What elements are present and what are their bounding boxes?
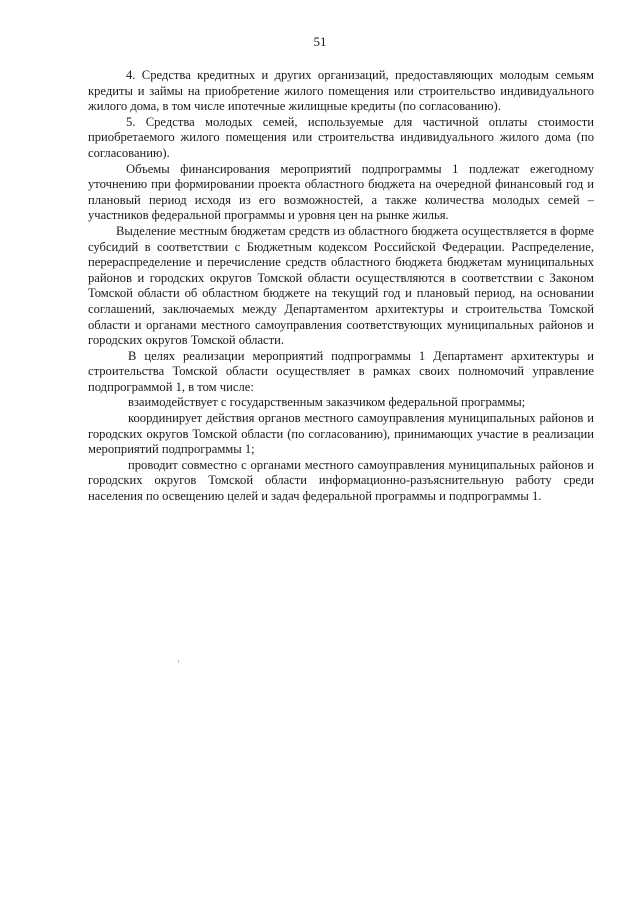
paragraph-credit-funds: 4. Средства кредитных и других организаций, предоставляющих молодым семьям кредиты и займы на приобретение жилого помещения или строительство индивидуального жилого дома, в том числе ипотечные жилищные кредиты (по согласованию). [88, 68, 594, 114]
page-number: 51 [313, 34, 327, 49]
paragraph-coordination: координирует действия органов местного самоуправления муниципальных районов и городских округов Томской области (по согласованию), принимающих участие в реализации мероприятий подпрограммы 1; [88, 411, 594, 457]
paragraph-interaction: взаимодействует с государственным заказчиком федеральной программы; [128, 395, 526, 410]
paragraph-family-funds: 5. Средства молодых семей, используемые для частичной оплаты стоимости приобретаемого жилого помещения или строительства индивидуального жилого дома (по согласованию). [88, 114, 594, 160]
paragraph-budget-allocation: Выделение местным бюджетам средств из областного бюджета осуществляется в форме субсидий в соответствии с Бюджетным кодексом Российской Федерации. Распределение, перераспределение и перечисление средств областного бюджета бюджетам муниципальных районов и городских округов Томской области осуществляются в соответствии с Законом Томской области об областном бюджете на текущий год и плановый период, на основании соглашений, заключаемых между Департаментом архитектуры и строительства Томской области и органами местного самоуправления соответствующих муниципальных районов и городских округов Томской области. [88, 223, 594, 348]
document-body [88, 68, 594, 505]
paragraph-department-duties: В целях реализации мероприятий подпрограммы 1 Департамент архитектуры и строительства Томской области осуществляет в рамках своих полномочий управление подпрограммой 1, в том числе: [88, 348, 594, 394]
scan-speck [178, 660, 179, 663]
paragraph-outreach: проводит совместно с органами местного самоуправления муниципальных районов и городских округов Томской области информационно-разъяснительную работу среди населения по освещению целей и задач федеральной программы и подпрограммы 1. [88, 457, 594, 504]
paragraph-financing-volumes: Объемы финансирования мероприятий подпрограммы 1 подлежат ежегодному уточнению при формировании проекта областного бюджета на очередной финансовый год и плановый период исходя из его возможностей, а также количества молодых семей – участников федеральной программы и уровня цен на рынке жилья. [88, 161, 594, 223]
